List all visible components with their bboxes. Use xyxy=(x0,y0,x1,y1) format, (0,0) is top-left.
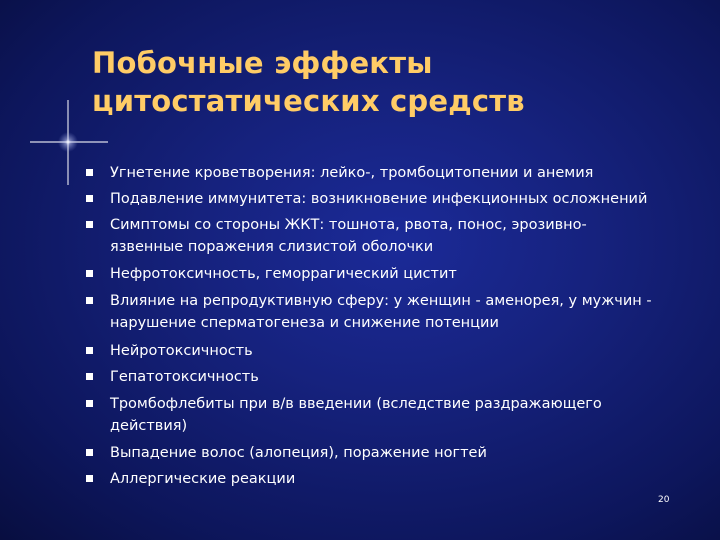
list-item-text: Угнетение кроветворения: лейко-, тромбоцитопении и анемия xyxy=(110,165,594,181)
list-item-text: Выпадение волос (алопеция), поражение ногтей xyxy=(110,445,487,461)
square-bullet-icon xyxy=(86,297,93,304)
list-item-text-continued: язвенные поражения слизистой оболочки xyxy=(110,239,434,255)
list-item-text-continued: нарушение сперматогенеза и снижение потенции xyxy=(110,315,499,331)
square-bullet-icon xyxy=(86,270,93,277)
square-bullet-icon xyxy=(86,373,93,380)
page-number: 20 xyxy=(658,495,670,505)
square-bullet-icon xyxy=(86,475,93,482)
title-line-2: цитостатических средств xyxy=(92,84,525,118)
square-bullet-icon xyxy=(86,221,93,228)
list-item-text: Тромбофлебиты при в/в введении (вследствие раздражающего xyxy=(110,396,602,412)
square-bullet-icon xyxy=(86,195,93,202)
square-bullet-icon xyxy=(86,347,93,354)
list-item-text: Подавление иммунитета: возникновение инфекционных осложнений xyxy=(110,191,648,207)
list-item-text-continued: действия) xyxy=(110,418,188,434)
list-item-text: Нейротоксичность xyxy=(110,343,253,359)
square-bullet-icon xyxy=(86,449,93,456)
list-item-text: Аллергические реакции xyxy=(110,471,296,487)
title-line-1: Побочные эффекты xyxy=(92,46,433,80)
list-item-text: Нефротоксичность, геморрагический цистит xyxy=(110,266,457,282)
square-bullet-icon xyxy=(86,169,93,176)
square-bullet-icon xyxy=(86,400,93,407)
list-item-text: Гепатотоксичность xyxy=(110,369,259,385)
list-item-text: Симптомы со стороны ЖКТ: тошнота, рвота, понос, эрозивно- xyxy=(110,217,587,233)
list-item-text: Влияние на репродуктивную сферу: у женщин - аменорея, у мужчин - xyxy=(110,293,652,309)
